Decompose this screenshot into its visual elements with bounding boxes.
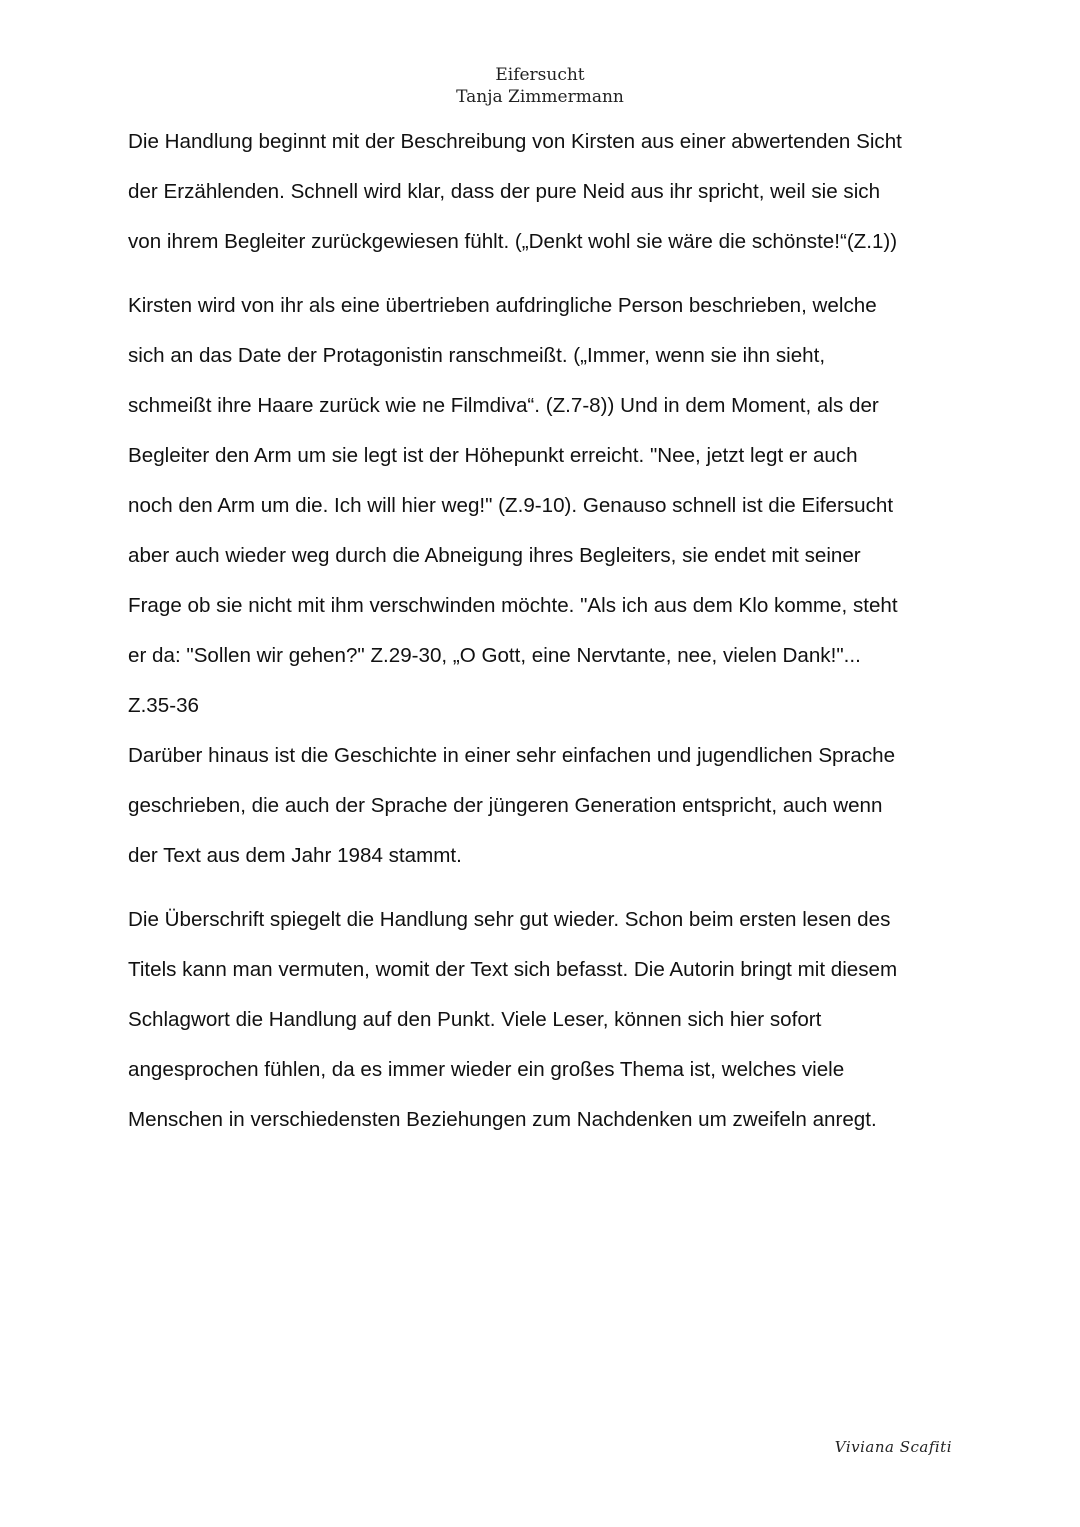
text-line: Titels kann man vermuten, womit der Text sich befasst. Die Autorin bringt mit diesem bbox=[128, 958, 898, 981]
text-line: Die Handlung beginnt mit der Beschreibung von Kirsten aus einer abwertenden Sicht bbox=[128, 130, 902, 153]
text-line: Schlagwort die Handlung auf den Punkt. Viele Leser, können sich hier sofort bbox=[128, 1008, 822, 1031]
text-line: Z.35-36 bbox=[128, 694, 199, 717]
text-line: Begleiter den Arm um sie legt ist der Höhepunkt erreicht. "Nee, jetzt legt er auch bbox=[128, 444, 858, 467]
text-line: sich an das Date der Protagonistin ranschmeißt. („Immer, wenn sie ihn sieht, bbox=[128, 344, 826, 367]
text-line: von ihrem Begleiter zurückgewiesen fühlt. („Denkt wohl sie wäre die schönste!“(Z.1)) bbox=[128, 230, 898, 253]
paragraph-gap bbox=[128, 267, 968, 281]
text-line: aber auch wieder weg durch die Abneigung ihres Begleiters, sie endet mit seiner bbox=[128, 544, 861, 567]
text-line: geschrieben, die auch der Sprache der jüngeren Generation entspricht, auch wenn bbox=[128, 794, 883, 817]
document-header bbox=[0, 64, 1080, 108]
text-line: er da: "Sollen wir gehen?" Z.29-30, „O Gott, eine Nervtante, nee, vielen Dank!"... bbox=[128, 644, 861, 667]
text-line: Menschen in verschiedensten Beziehungen zum Nachdenken um zweifeln anregt. bbox=[128, 1108, 877, 1131]
paragraph-2 bbox=[128, 281, 968, 881]
text-line: Frage ob sie nicht mit ihm verschwinden möchte. "Als ich aus dem Klo komme, steht bbox=[128, 594, 898, 617]
paragraph-1 bbox=[128, 117, 968, 267]
text-line: noch den Arm um die. Ich will hier weg!" (Z.9-10). Genauso schnell ist die Eifersucht bbox=[128, 494, 894, 517]
text-line: schmeißt ihre Haare zurück wie ne Filmdiva“. (Z.7-8)) Und in dem Moment, als der bbox=[128, 394, 879, 417]
author-signature: Viviana Scafiti bbox=[834, 1438, 952, 1456]
document-author: Tanja Zimmermann bbox=[456, 87, 624, 107]
text-line: der Text aus dem Jahr 1984 stammt. bbox=[128, 844, 462, 867]
document-title: Eifersucht bbox=[495, 65, 585, 85]
paragraph-3 bbox=[128, 895, 968, 1145]
text-line: der Erzählenden. Schnell wird klar, dass der pure Neid aus ihr spricht, weil sie sich bbox=[128, 180, 881, 203]
document-body bbox=[128, 117, 968, 1145]
paragraph-gap bbox=[128, 881, 968, 895]
text-line: angesprochen fühlen, da es immer wieder ein großes Thema ist, welches viele bbox=[128, 1058, 845, 1081]
text-line: Die Überschrift spiegelt die Handlung sehr gut wieder. Schon beim ersten lesen des bbox=[128, 908, 891, 931]
text-line: Darüber hinaus ist die Geschichte in einer sehr einfachen und jugendlichen Sprache bbox=[128, 744, 896, 767]
text-line: Kirsten wird von ihr als eine übertrieben aufdringliche Person beschrieben, welche bbox=[128, 294, 877, 317]
